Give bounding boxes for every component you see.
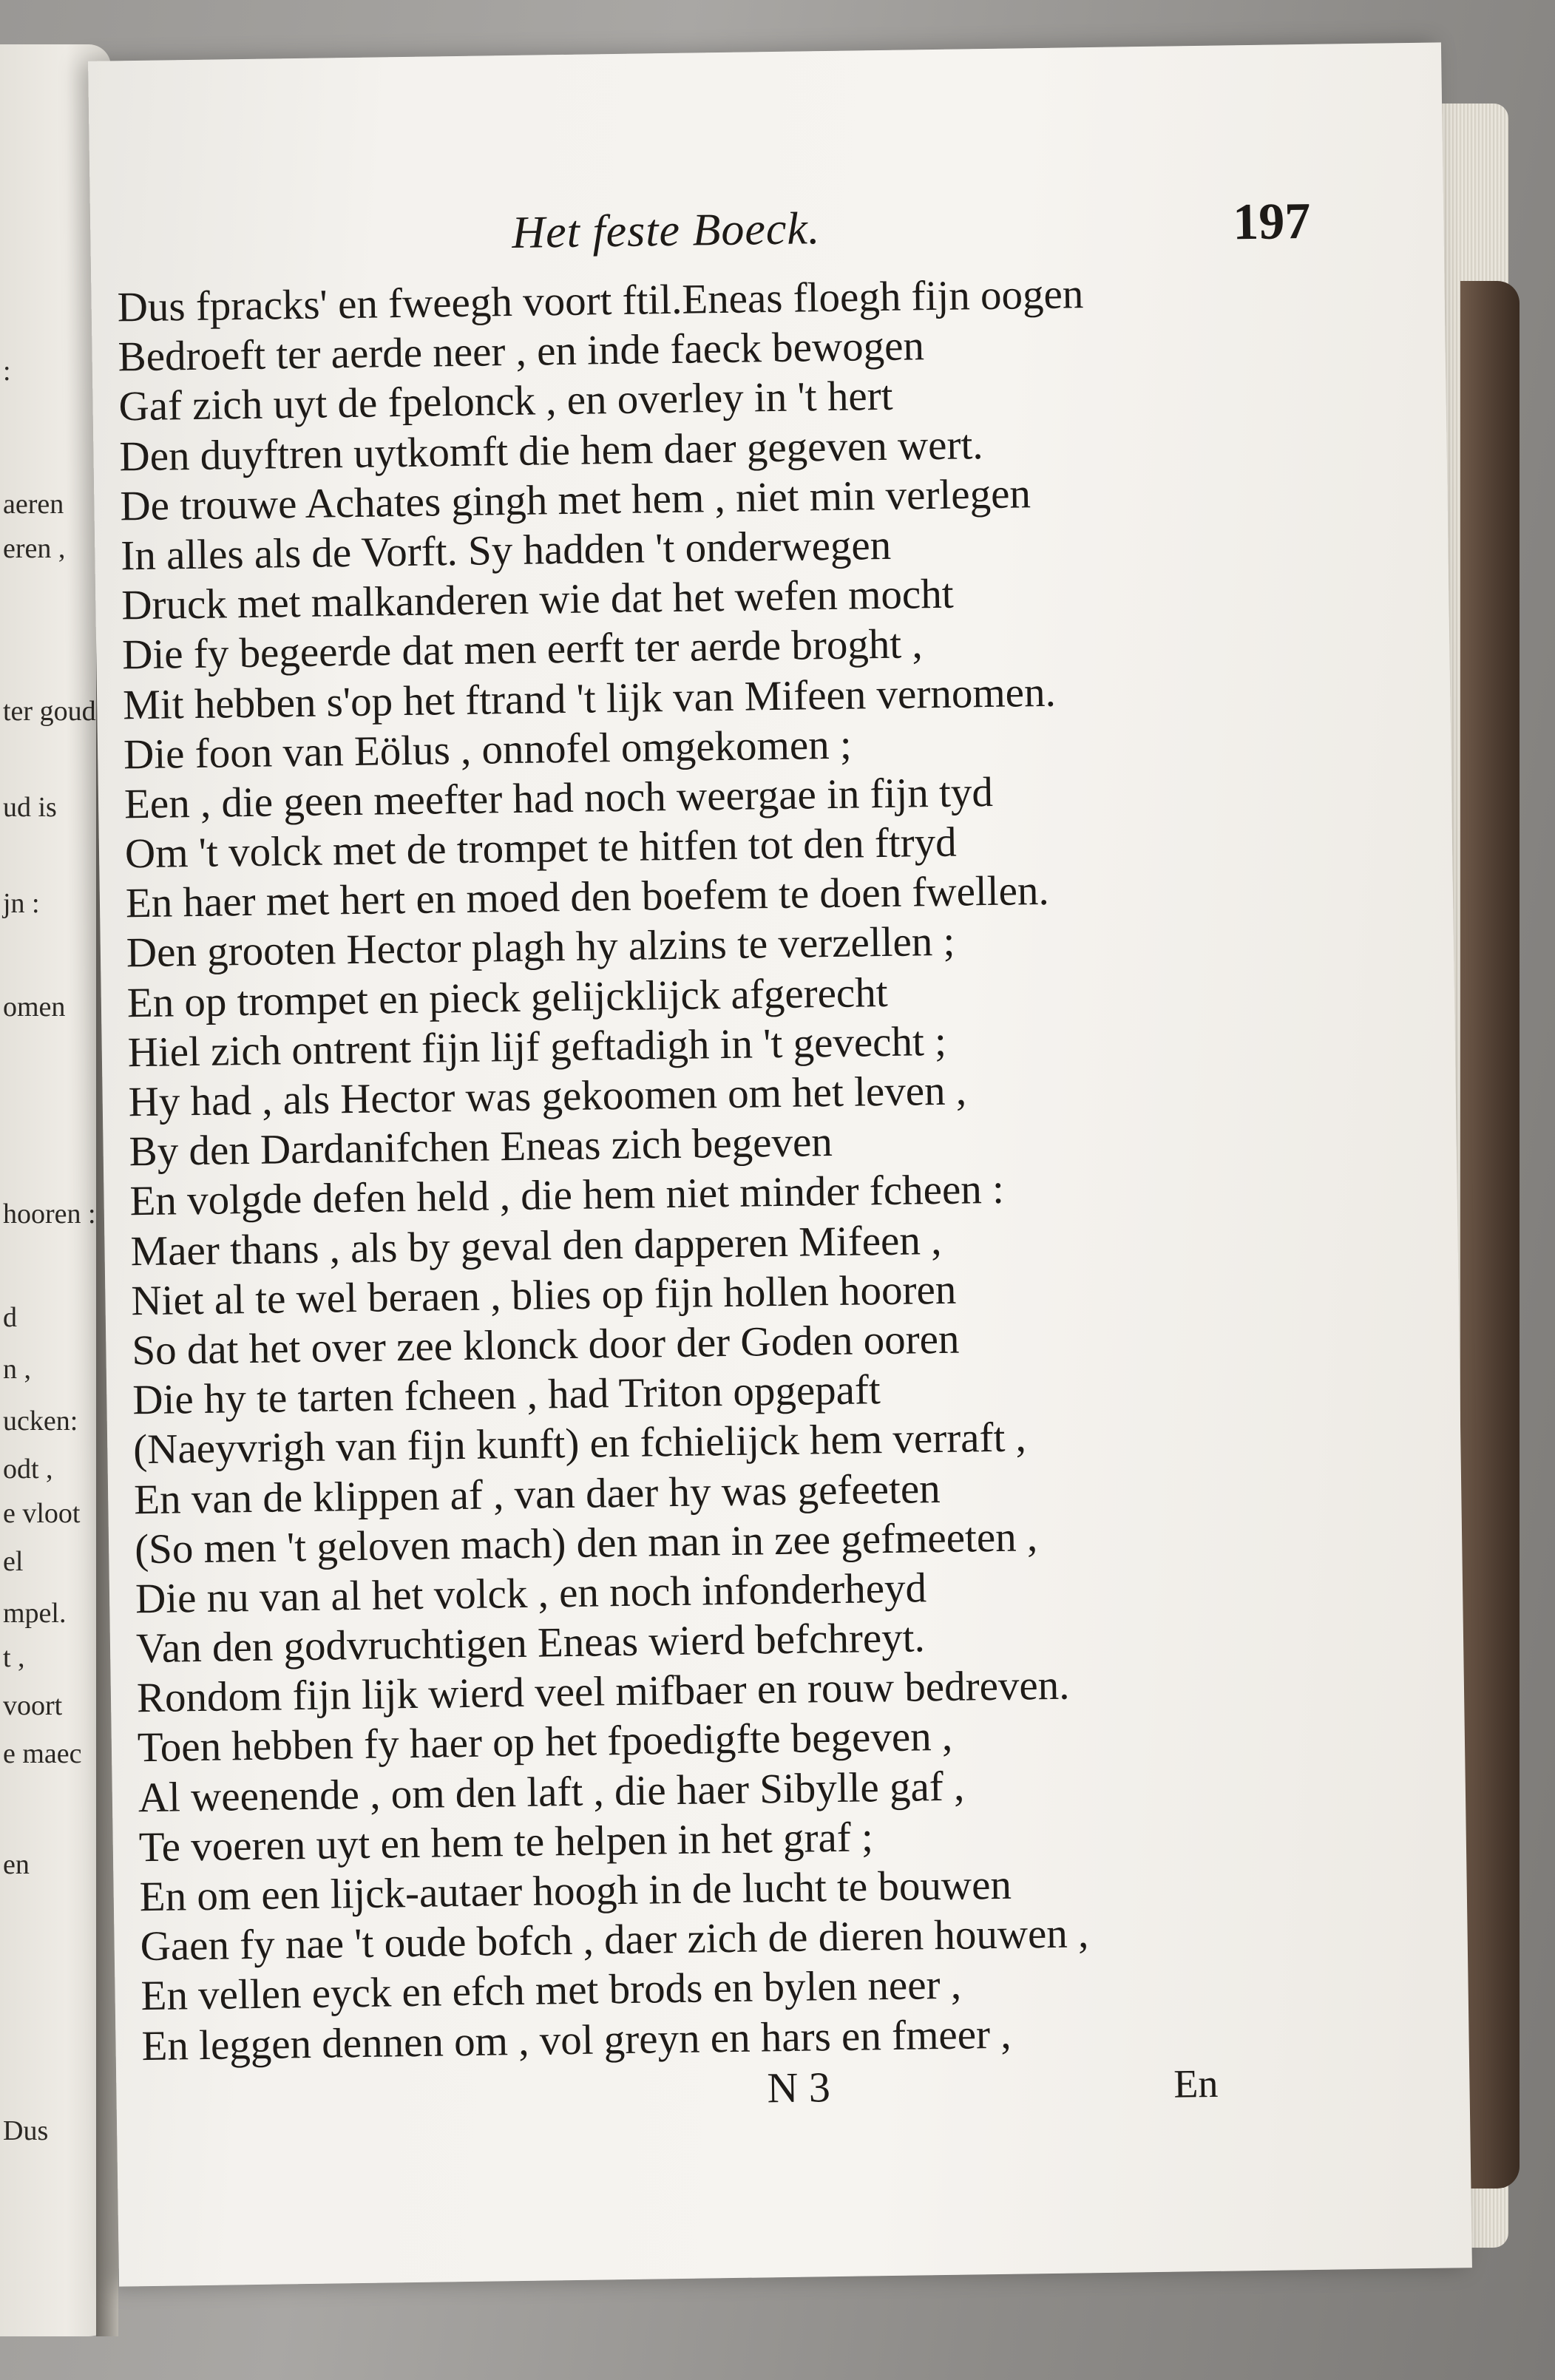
left-page-fragment: omen <box>3 991 66 1023</box>
verse-line: En leggen dennen om , vol greyn en hars en fmeer , <box>141 2010 1012 2069</box>
left-page-fragment: jn : <box>3 888 40 919</box>
left-page-fragment: ud is <box>3 792 57 823</box>
left-page-fragment: n , <box>3 1354 31 1385</box>
verse-line: Dus fpracks' en fweegh voort ftil.Eneas floegh fijn oogen <box>117 271 1084 331</box>
verse-line: Druck met malkanderen wie dat het wefen mocht <box>121 570 955 629</box>
right-page <box>88 42 1472 2286</box>
verse-line: Mit hebben s'op het ftrand 't lijk van Mifeen vernomen. <box>122 668 1057 728</box>
verse-line: Den grooten Hector plagh hy alzins te verzellen ; <box>126 918 955 977</box>
left-page-fragment: voort <box>3 1690 63 1721</box>
verse-line: En om een lijck-autaer hoogh in de lucht te bouwen <box>139 1861 1012 1921</box>
verse-line: By den Dardanifchen Eneas zich begeven <box>129 1119 833 1176</box>
left-page-fragment: t , <box>3 1642 25 1673</box>
verse-line: En op trompet en pieck gelijcklijck afgerecht <box>126 969 888 1026</box>
verse-block <box>117 265 1384 2071</box>
verse-line: Die fy begeerde dat men eerft ter aerde broght , <box>121 620 924 679</box>
verse-line: So dat het over zee klonck door der Goden ooren <box>131 1315 960 1374</box>
verse-line: En vellen eyck en efch met brods en bylen neer , <box>140 1962 962 2020</box>
book-binding <box>1460 281 1520 2189</box>
verse-line: De trouwe Achates gingh met hem , niet min verlegen <box>120 469 1031 530</box>
verse-line: Die nu van al het volck , en noch infonderheyd <box>135 1564 927 1623</box>
verse-line: Van den godvruchtigen Eneas wierd befchreyt. <box>135 1614 926 1672</box>
verse-line: Hiel zich ontrent fijn lijf geftadigh in 't gevecht ; <box>127 1017 947 1077</box>
verse-line: Die foon van Eölus , onnofel omgekomen ; <box>123 721 853 779</box>
verse-line: En van de klippen af , van daer hy was gefeeten <box>133 1465 941 1523</box>
left-page-fragment: mpel. <box>3 1598 67 1629</box>
verse-line: Om 't volck met de trompet te hitfen tot den ftryd <box>124 818 958 878</box>
verse-line: En volgde defen held , die hem niet minder fcheen : <box>129 1166 1005 1225</box>
verse-line: Te voeren uyt en hem te helpen in het graf ; <box>138 1814 874 1871</box>
left-page-fragment: aeren <box>3 489 64 520</box>
verse-line: Toen hebben fy haer op het fpoedigfte begeven , <box>137 1713 953 1772</box>
left-page-fragment: odt , <box>3 1454 53 1485</box>
verse-line: Den duyftren uytkomft die hem daer gegeven wert. <box>119 421 983 480</box>
left-page-fragment: en <box>3 1849 30 1880</box>
left-page-fragment: ucken: <box>3 1406 78 1437</box>
left-page-fragment: e vloot <box>3 1498 81 1529</box>
verse-line: Die hy te tarten fcheen , had Triton opgepaft <box>132 1366 881 1424</box>
left-page-fragment: hooren : <box>3 1199 96 1230</box>
signature-mark: N 3 <box>766 2063 831 2112</box>
verse-line: Gaf zich uyt de fpelonck , en overley in 't hert <box>118 373 893 430</box>
verse-line: In alles als de Vorft. Sy hadden 't onderwegen <box>120 521 892 580</box>
catchword: En <box>1173 2061 1219 2106</box>
verse-line: Een , die geen meefter had noch weergae in fijn tyd <box>123 768 994 828</box>
verse-line: Bedroeft ter aerde neer , en inde faeck bewogen <box>118 322 925 381</box>
left-page-fragment: Dus <box>3 2115 49 2146</box>
verse-line: En haer met hert en moed den boefem te doen fwellen. <box>125 867 1050 927</box>
left-page-fragment: ter goud <box>3 696 96 727</box>
left-page-fragment: eren , <box>3 533 66 564</box>
verse-line: (Naeyvrigh van fijn kunft) en fchielijck hem verraft , <box>132 1414 1027 1474</box>
verse-line: Niet al te wel beraen , blies op fijn hollen hooren <box>131 1266 957 1325</box>
verse-line: (So men 't geloven mach) den man in zee gefmeeten , <box>134 1513 1038 1573</box>
verse-line: Rondom fijn lijk wierd veel mifbaer en rouw bedreven. <box>136 1661 1070 1722</box>
verse-line: Gaen fy nae 't oude bofch , daer zich de dieren houwen , <box>140 1910 1089 1970</box>
left-page-fragment: : <box>3 356 11 387</box>
page-number: 197 <box>1232 192 1311 251</box>
left-page-fragment: el <box>3 1546 24 1577</box>
verse-line: Al weenende , om den laft , die haer Sibylle gaf , <box>138 1763 965 1821</box>
verse-line: Maer thans , als by geval den dapperen Mifeen , <box>130 1216 942 1275</box>
running-head: Het feste Boeck. <box>511 203 821 258</box>
verse-line: Hy had , als Hector was gekoomen om het leven , <box>128 1067 967 1126</box>
left-page-fragment: e maec <box>3 1738 82 1769</box>
left-page-fragment: d <box>3 1302 17 1333</box>
